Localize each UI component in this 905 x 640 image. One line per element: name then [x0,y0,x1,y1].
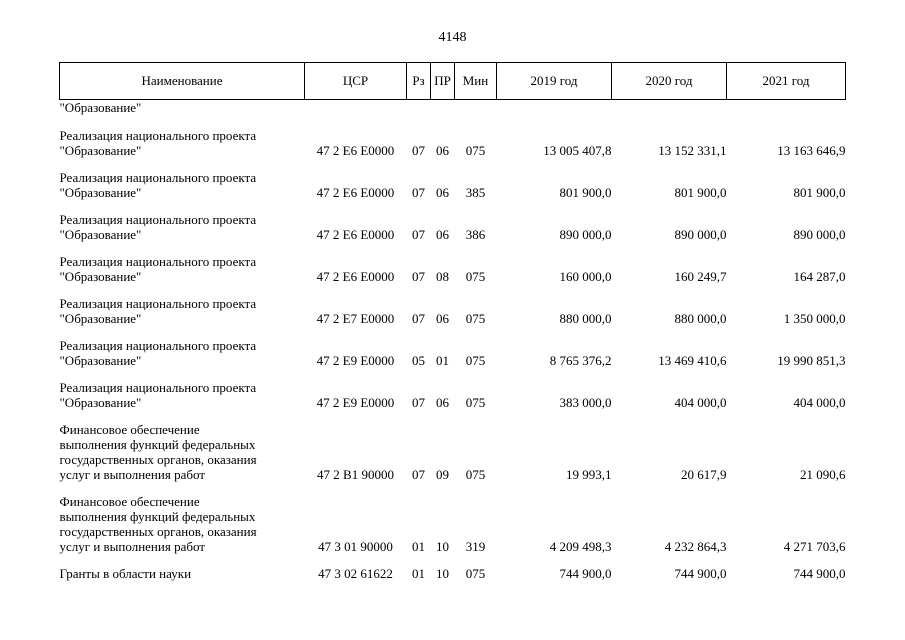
cell-2021: 744 900,0 [793,566,846,581]
cell-rz: 01 [412,566,425,581]
cell-2020: 4 232 864,3 [664,539,727,554]
cell-name [60,128,305,158]
cell-2021: 890 000,0 [793,227,846,242]
table-row [60,170,846,200]
cell-2021: 801 900,0 [793,185,846,200]
cell-2020: 13 152 331,1 [658,143,727,158]
cell-name [60,422,305,482]
row-spacer [60,554,846,566]
cell-2020: 404 000,0 [674,395,727,410]
cell-2019: 383 000,0 [559,395,612,410]
table-row [60,422,846,482]
cell-pr: 06 [436,395,449,410]
table-row [60,296,846,326]
name-line: "Образование" [59,227,142,242]
cell-csr: 47 3 01 90000 [318,539,393,554]
cell-min: 386 [465,227,486,242]
cell-min: 075 [465,353,486,368]
cell-min: 385 [465,185,486,200]
cell-min: 075 [465,269,486,284]
cell-2019: 160 000,0 [559,269,612,284]
name-line: Реализация национального проекта [59,296,257,311]
cell-csr: 47 2 Е7 Е0000 [316,311,395,326]
cell-2020: 890 000,0 [674,227,727,242]
cell-2020: 744 900,0 [674,566,727,581]
header-2021: 2021 год [727,63,846,100]
cell-min: 075 [465,395,486,410]
cell-name [60,212,305,242]
cell-csr: 47 2 Е6 Е0000 [316,269,395,284]
cell-2019: 19 993,1 [566,467,612,482]
cell-2020: 801 900,0 [674,185,727,200]
cell-min: 319 [465,539,486,554]
cell-csr: 47 2 В1 90000 [317,467,394,482]
row-spacer [60,200,846,212]
header-pr: ПР [431,63,455,100]
name-line: "Образование" [59,185,142,200]
cell-2021: 404 000,0 [793,395,846,410]
cell-rz: 01 [412,539,425,554]
header-csr: ЦСР [305,63,407,100]
cell-pr: 09 [436,467,449,482]
row-spacer [60,368,846,380]
cell-2019: 13 005 407,8 [543,143,612,158]
page-number: 4148 [438,30,467,45]
name-line: Реализация национального проекта [59,128,257,143]
name-line: "Образование" [59,143,142,158]
name-line: услуг и выполнения работ [59,539,205,554]
cell-2021: 4 271 703,6 [783,539,846,554]
name-line: государственных органов, оказания [59,524,257,539]
cell-csr: 47 3 02 61622 [318,566,393,581]
cell-name [60,494,305,554]
cell-min: 075 [465,467,486,482]
cell-name [60,380,305,410]
cell-2020: 160 249,7 [674,269,727,284]
cell-2019: 880 000,0 [559,311,612,326]
name-line: государственных органов, оказания [59,452,257,467]
header-name: Наименование [60,63,305,100]
name-line: "Образование" [59,353,142,368]
cell-2021: 21 090,6 [800,467,846,482]
table-row [60,494,846,554]
cell-csr: 47 2 Е9 Е0000 [316,395,395,410]
cell-pr: 01 [436,353,449,368]
table-row [60,380,846,410]
cell-rz: 07 [412,227,425,242]
cell-rz: 07 [412,185,425,200]
name-line: Финансовое обеспечение [59,422,200,437]
name-line: Реализация национального проекта [59,338,257,353]
cell-2019: 890 000,0 [559,227,612,242]
row-spacer [60,158,846,170]
budget-table [59,62,846,581]
continuation-row [60,100,846,117]
cell-name [60,170,305,200]
cell-min: 075 [465,311,486,326]
table-row [60,254,846,284]
row-spacer [60,242,846,254]
name-line: услуг и выполнения работ [59,467,205,482]
cell-pr: 10 [436,566,449,581]
cell-min: 075 [465,566,486,581]
header-2019: 2019 год [497,63,612,100]
cell-2019: 801 900,0 [559,185,612,200]
cell-csr: 47 2 Е6 Е0000 [316,143,395,158]
name-line: Реализация национального проекта [59,380,257,395]
name-line: выполнения функций федеральных [59,509,256,524]
cell-2020: 880 000,0 [674,311,727,326]
cell-rz: 05 [412,353,425,368]
name-line: Реализация национального проекта [59,254,257,269]
row-spacer [60,284,846,296]
table-body [60,100,846,582]
cell-pr: 08 [436,269,449,284]
cell-pr: 06 [436,227,449,242]
cell-rz: 07 [412,395,425,410]
cell-pr: 06 [436,185,449,200]
table-row [60,566,846,581]
cell-min: 075 [465,143,486,158]
row-spacer [60,326,846,338]
cell-2020: 20 617,9 [681,467,727,482]
cell-pr: 06 [436,311,449,326]
header-min: Мин [455,63,497,100]
cell-2019: 8 765 376,2 [549,353,612,368]
cell-rz: 07 [412,467,425,482]
name-line: Реализация национального проекта [59,212,257,227]
name-line: "Образование" [59,311,142,326]
row-spacer [60,482,846,494]
name-line: выполнения функций федеральных [59,437,256,452]
name-line: Реализация национального проекта [59,170,257,185]
cell-pr: 10 [436,539,449,554]
table-header-row [60,63,846,100]
cell-rz: 07 [412,311,425,326]
table-row [60,338,846,368]
name-line: Финансовое обеспечение [59,494,200,509]
cell-2021: 13 163 646,9 [777,143,846,158]
cell-name [60,566,305,581]
cell-name [60,254,305,284]
cell-2019: 744 900,0 [559,566,612,581]
cell-csr: 47 2 Е6 Е0000 [316,227,395,242]
cell-2021: 1 350 000,0 [783,311,846,326]
name-line: "Образование" [59,269,142,284]
continuation-text: "Образование" [59,100,142,115]
cell-name [60,296,305,326]
cell-name [60,338,305,368]
cell-rz: 07 [412,269,425,284]
cell-rz: 07 [412,143,425,158]
row-spacer [60,410,846,422]
cell-2021: 19 990 851,3 [777,353,846,368]
cell-pr: 06 [436,143,449,158]
name-line: "Образование" [59,395,142,410]
name-line: Гранты в области науки [59,566,192,581]
header-2020: 2020 год [612,63,727,100]
cell-2020: 13 469 410,6 [658,353,727,368]
cell-csr: 47 2 Е6 Е0000 [316,185,395,200]
row-spacer [60,116,846,128]
cell-csr: 47 2 Е9 Е0000 [316,353,395,368]
header-rz: Рз [407,63,431,100]
cell-2021: 164 287,0 [793,269,846,284]
table-row [60,128,846,158]
cell-2019: 4 209 498,3 [549,539,612,554]
table-row [60,212,846,242]
